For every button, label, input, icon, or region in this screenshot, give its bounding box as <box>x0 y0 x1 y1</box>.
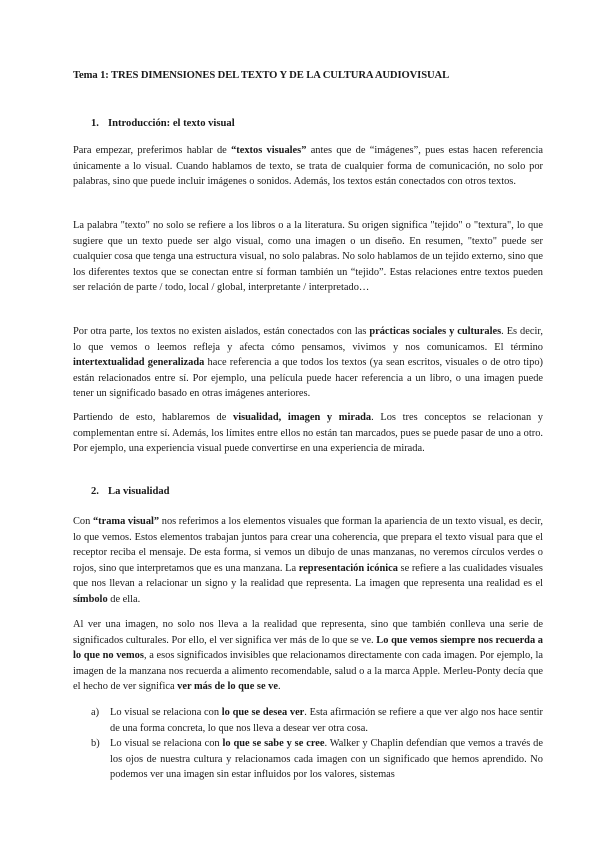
list-marker: b) <box>91 738 100 750</box>
list-item: a) Lo visual se relaciona con lo que se desea ver. Esta afirmación se refiere a que ver algo nos hace sentir de una forma concreta, lo que nos lleva a desear ver otra cosa. <box>91 707 543 734</box>
paragraph-ver-mas: Al ver una imagen, no solo nos lleva a la realidad que representa, sino que también conlleva una serie de significados culturales. Por ello, el ver significa ver más de lo que se ve. Lo que vemos siempre nos recuerda a lo que no vemos, a esos significados invisibles que relacionamos directamente con cada imagen. Por ejemplo, la imagen de la manzana nos recuerda a alimento recomendable, salud o a la marca Apple. Merleu-Ponty decía que el hecho de ver significa ver más de lo que se ve. <box>73 619 543 693</box>
paragraph-trama-visual: Con “trama visual” nos referimos a los elementos visuales que forman la apariencia de un texto visual, es decir, lo que vemos. Estos elementos trabajan juntos para crear una coherencia, que prepara el texto visual para que el receptor reciba el mensaje. De esta forma, si vemos un dibujo de unas manzanas, no veremos círculos verdes o rojos, sino que interpretamos que es una manzana. La representación icónica se refiere a las cualidades visuales que nos llevan a relacionar un signo y la realidad que representa. La imagen que representa una realidad es el símbolo de ella. <box>73 516 544 605</box>
paragraph-visualidad-imagen-mirada: Partiendo de esto, hablaremos de visualidad, imagen y mirada. Los tres conceptos se relacionan y complementan entre sí. Además, los límites entre ellos no están tan marcados, pues se puede pasar de uno a otro. Por ejemplo, una experiencia visual puede convertirse en una experiencia de mirada. <box>73 412 544 455</box>
section-number: 2. <box>91 486 99 497</box>
list-item: b) Lo visual se relaciona con lo que se sabe y se cree. Walker y Chaplin defendían que vemos a través de los ojos de nuestra cultura y relacionamos cada imagen con un significado que hemos aprendido. No podemos ver una imagen sin estar influidos por los valores, sistemas <box>91 738 543 781</box>
emphasis-trama-visual: “trama visual” <box>92 516 160 527</box>
emphasis-practicas-sociales: prácticas sociales y culturales <box>369 326 502 337</box>
emphasis-intertextualidad: intertextualidad generalizada <box>73 357 205 369</box>
emphasis-lo-que-se-desea-ver: lo que se desea ver <box>221 707 305 718</box>
section-number: 1. <box>91 118 99 129</box>
emphasis-simbolo: símbolo <box>73 593 108 605</box>
ordered-list <box>91 705 543 783</box>
emphasis-representacion-iconica: representación icónica <box>298 562 398 574</box>
section-heading-introduccion <box>91 118 235 129</box>
section-title: La visualidad <box>108 486 170 497</box>
emphasis-visualidad-imagen-mirada: visualidad, imagen y mirada <box>233 412 372 423</box>
paragraph-textos-visuales: Para empezar, preferimos hablar de “textos visuales” antes que de “imágenes”, pues estas hacen referencia únicamente a lo visual. Cuando hablamos de texto, se trata de cualquier forma de comunicación, no solo por palabras, sino que puede incluir imágenes o sonidos. Además, los textos están conectados con otros textos. <box>73 145 543 188</box>
document-title: Tema 1: TRES DIMENSIONES DEL TEXTO Y DE LA CULTURA AUDIOVISUAL <box>73 70 450 81</box>
emphasis-lo-que-se-sabe: lo que se sabe y se cree <box>222 738 325 750</box>
list-marker: a) <box>91 707 100 718</box>
emphasis-ver-mas: ver más de lo que se ve <box>177 681 278 693</box>
paragraph-practicas-sociales: Por otra parte, los textos no existen aislados, están conectados con las prácticas sociales y culturales. Es decir, lo que vemos o leemos refleja y afecta cómo pensamos, vivimos y nos comunicamos. El término intertextualidad generalizada hace referencia a que todos los textos (ya sean escritos, visuales o de otro tipo) están relacionados entre sí. Por ejemplo, una película puede hacer referencia a un libro, o una imagen puede tener un significado basado en otras imágenes anteriores. <box>73 326 543 400</box>
paragraph-palabra-texto: La palabra "texto" no solo se refiere a los libros o a la literatura. Su origen significa "tejido" o "textura", lo que sugiere que un texto puede ser algo visual, como una imagen o un diseño. En resumen, "texto" puede ser cualquier cosa que tenga una estructura visual, no solo palabras. No solo hablamos de un tejido externo, sino que los diferentes textos que se conectan entre sí forman también un “tejido”. Estas relaciones entre textos pueden ser relación de parte / todo, local / global, interpretante / interpretado… <box>73 220 543 294</box>
emphasis-textos-visuales: “textos visuales” <box>231 145 307 156</box>
emphasis-lo-que-vemos: Lo que vemos siempre nos recuerda a lo que no vemos <box>73 634 543 662</box>
section-title: Introducción: el texto visual <box>108 118 235 129</box>
section-heading-visualidad <box>91 486 170 497</box>
